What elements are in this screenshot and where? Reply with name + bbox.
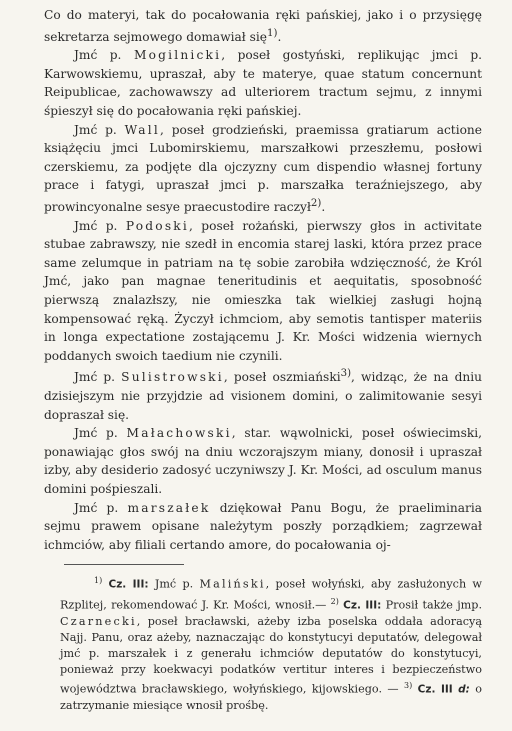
source-tag: Cz. III [417,683,453,696]
paragraph-text: , poseł grodzieński, praemissa gratiarum actione książęciu jmci Lubomirskiemu, marszałkowi przeszłemu, posłowi czerskiemu, za podjęte dla ojczyzny cum dispendio własnej fortuny prace i fatygi, upraszał jmci p. marszałka teraźniejszego, aby prowincyonalne sesye praecustodire raczył [44,122,482,215]
source-tag: Cz. III: [108,579,149,592]
person-name: Czarnecki [60,615,137,629]
paragraph [44,424,482,498]
paragraph-text: , star. wąwolnicki, poseł oświecimski, ponawiając głos swój na dniu wczorajszym miany, donosił i upraszał izby, aby desiderio zadosyć uczyniwszy J. Kr. Mości, ad osculum manus domini pośpieszali. [44,426,482,497]
paragraph-text: Jmć p. [74,500,119,515]
footnote-number: 3) [404,680,413,690]
person-name: Podoski [125,218,189,233]
person-name: Sulistrowski [121,370,224,385]
footnote-number: 1) [94,576,103,586]
paragraph-text: Jmć p. [74,218,118,233]
footnote-text: , poseł wołyński, aby zasłużonych w Rzplitej, rekomendować J. Kr. Mości, wnosił.— [60,578,482,612]
footnotes [60,573,482,714]
person-name: Maliński [199,578,266,592]
paragraph [44,365,482,424]
footnote-ref[interactable]: 3) [340,368,352,380]
person-name: Małachowski [126,426,232,441]
footnote-text: o zatrzymanie miesiące wnosił prośbę. [60,682,482,713]
paragraph-text: dziękował Panu Bogu, że praeliminaria sejmu prawem opisane należytym poszły porządkiem; zagrzewał ichmciów, aby filiali certando amore, do pocałowania oj- [44,500,482,552]
source-tag: Cz. III: [343,599,382,612]
paragraph-text: , widząc, że na dniu dzisiejszym nie przyjdzie ad visionem domini, o zalimitowanie sesyi dopraszał się. [44,370,482,422]
footnote-ref[interactable]: 2) [310,198,322,209]
paragraph [44,217,482,366]
paragraph-text: Jmć p. [74,370,116,385]
paragraph [44,6,482,46]
footnote-divider [64,564,184,565]
paragraph [44,121,482,217]
footnote-text: Prosił także jmp. [381,598,483,612]
source-tag: d: [458,683,470,696]
footnote-ref[interactable]: 1) [267,27,278,39]
person-name: Mogilnicki [133,48,222,63]
footnote-text: , poseł bracławski, ażeby izba poselska oddała adoracyą Najj. Panu, oraz ażeby, naznaczając do konstytucyi deputatów, delegował jmć p. marszałek i z generału ichmciów deputatów do konstytucyi, ponieważ przy koekwacyi podatków vertitur interes i bezpieczeństwo województwa bracławskiego, wołyńskiego, kijowskiego. — [60,615,482,696]
paragraph-text: Jmć p. [74,426,118,441]
footnote-text: Jmć p. [148,578,200,592]
person-name: Wall [124,122,160,137]
paragraph [44,499,482,555]
paragraph [44,46,482,120]
person-name: marszałek [127,500,211,515]
paragraph-text: Jmć p. [74,122,117,137]
paragraph-text: , poseł oszmiański [223,370,341,385]
paragraph-text: , poseł gostyński, replikując jmci p. Karwowskiemu, upraszał, aby te materye, quae statum concernunt Reipublicae, zachowawszy ad ulteriorem tractum sejmu, z innymi śpieszył się do pocałowania ręki pańskiej. [44,48,483,119]
paragraph-text: . [321,200,326,215]
paragraph-text: . [277,29,282,44]
paragraph-text: , poseł rożański, pierwszy głos in activitate stubae zabrawszy, nie szedł in encomia starej laski, która przez prace same zelumque in patriam na tę sobie zarobiła wdzięczność, że Król Jmć, jako pan magnae teneritudinis et aequitatis, sposobność pierwszą znalazłszy, nie omieszka tak wielkiej zasługi hojną kompensować ręką. Życzył ichmciom, aby semotis tantisper materiis in longa expectatione zostającemu J. Kr. Mości widzenia wiernych poddanych swoich taedium nie czynili. [44,218,482,363]
paragraph-text: Co do materyi, tak do pocałowania ręki pańskiej, jako i o przysięgę sekretarza sejmowego domawiał się [44,8,482,44]
footnote-number: 2) [330,596,339,606]
paragraph-text: Jmć p. [74,48,122,63]
